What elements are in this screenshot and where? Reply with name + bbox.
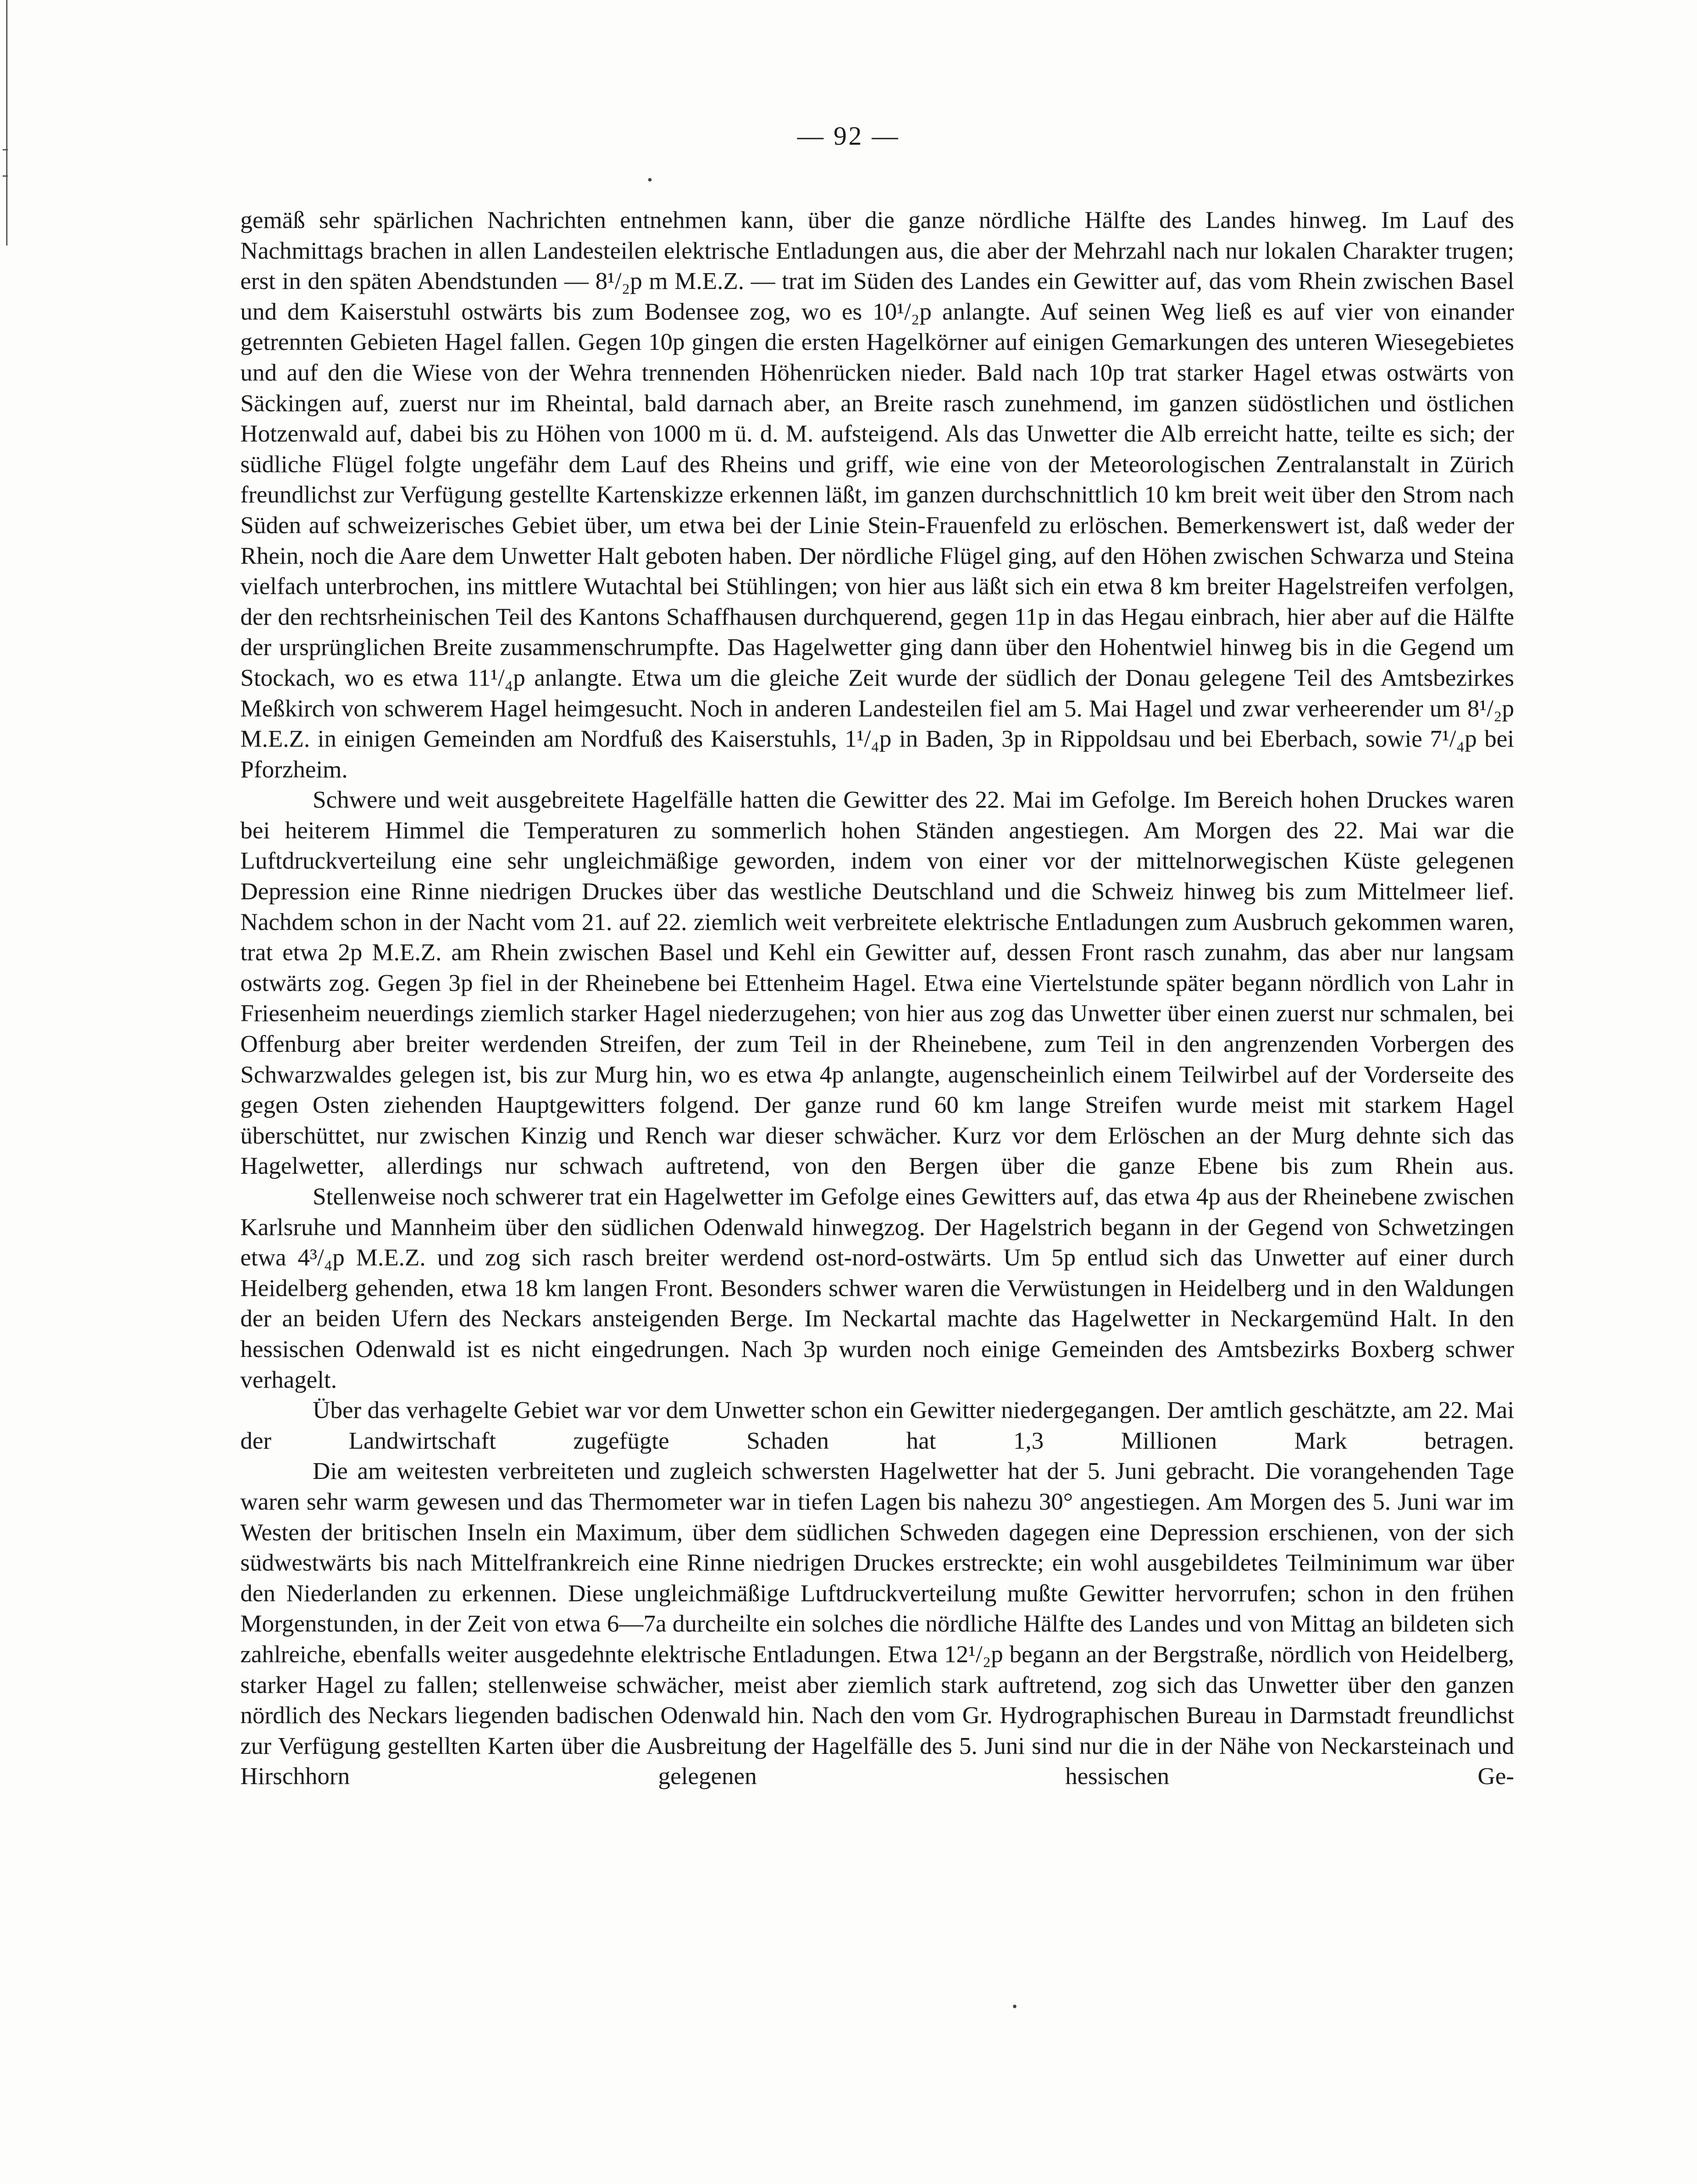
paragraph: Über das verhagelte Gebiet war vor dem Unwetter schon ein Gewitter niedergegangen. Der amtlich geschätzte, am 22. Mai der Landwirtschaft zugefügte Schaden hat 1,3 Millionen Mark betragen.	[240, 1397, 1514, 1454]
paragraph: Schwere und weit ausgebreitete Hagelfälle hatten die Gewitter des 22. Mai im Gefolge. Im Bereich hohen Druckes waren bei heiterem Himmel die Temperaturen zu sommerlich hohen Ständen angestiegen. Am Morgen des 22. Mai war die Luftdruckverteilung eine sehr ungleichmäßige geworden, indem von einer vor der mittelnorwegischen Küste gelegenen Depression eine Rinne niedrigen Druckes über das westliche Deutschland und die Schweiz hinweg bis zum Mittelmeer lief. Nachdem schon in der Nacht vom 21. auf 22. ziemlich weit verbreitete elektrische Entladungen zum Ausbruch gekommen waren, trat etwa 2p M.E.Z. am Rhein zwischen Basel und Kehl ein Gewitter auf, dessen Front rasch zunahm, das aber nur langsam ostwärts zog. Gegen 3p fiel in der Rheinebene bei Ettenheim Hagel. Etwa eine Viertelstunde später begann nördlich von Lahr in Friesenheim neuerdings ziemlich starker Hagel niederzugehen; von hier aus zog das Unwetter über einen zuerst nur schmalen, bei Offenburg aber breiter werdenden Streifen, der zum Teil in der Rheinebene, zum Teil in den angrenzenden Vorbergen des Schwarzwaldes gelegen ist, bis zur Murg hin, wo es etwa 4p anlangte, augenscheinlich einem Teilwirbel auf der Vorderseite des gegen Osten ziehenden Hauptgewitters folgend. Der ganze rund 60 km lange Streifen wurde meist mit starkem Hagel überschüttet, nur zwischen Kinzig und Rench war dieser schwächer. Kurz vor dem Erlöschen an der Murg dehnte sich das Hagelwetter, allerdings nur schwach auftretend, von den Bergen über die ganze Ebene bis zum Rhein aus.	[240, 787, 1514, 1180]
ink-speck	[648, 178, 652, 182]
ink-speck	[1013, 2005, 1016, 2008]
paragraph: Die am weitesten verbreiteten und zugleich schwersten Hagelwetter hat der 5. Juni gebracht. Die vorangehenden Tage waren sehr warm gewesen und das Thermometer war in tiefen Lagen bis nahezu 30° angestiegen. Am Morgen des 5. Juni war im Westen der britischen Inseln ein Maximum, über dem südlichen Schweden dagegen eine Depression erschienen, von der sich südwestwärts bis nach Mittelfrankreich eine Rinne niedrigen Druckes erstreckte; ein wohl ausgebildetes Teilminimum war über den Niederlanden zu erkennen. Diese ungleichmäßige Luftdruckverteilung mußte Gewitter hervorrufen; schon in den frühen Morgenstunden, in der Zeit von etwa 6—7a durcheilte ein solches die nördliche Hälfte des Landes und von Mittag an bildeten sich zahlreiche, ebenfalls weiter ausgedehnte elektrische Entladungen. Etwa 12¹/₂p begann an der Bergstraße, nördlich von Heidelberg, starker Hagel zu fallen; stellenweise schwächer, meist aber ziemlich stark auftretend, zog sich das Unwetter über den ganzen nördlich des Neckars liegenden badischen Odenwald hin. Nach den vom Gr. Hydrographischen Bureau in Darmstadt freundlichst zur Verfügung gestellten Karten über die Ausbreitung der Hagelfälle des 5. Juni sind nur die in der Nähe von Neckarsteinach und Hirschhorn gelegenen hessischen Ge-	[240, 1458, 1514, 1790]
body-text	[240, 205, 1514, 1792]
paragraph: gemäß sehr spärlichen Nachrichten entnehmen kann, über die ganze nördliche Hälfte des Landes hinweg. Im Lauf des Nachmittags brachen in allen Landesteilen elektrische Entladungen aus, die aber der Mehrzahl nach nur lokalen Charakter trugen; erst in den späten Abendstunden — 8¹/₂p m M.E.Z. — trat im Süden des Landes ein Gewitter auf, das vom Rhein zwischen Basel und dem Kaiserstuhl ostwärts bis zum Bodensee zog, wo es 10¹/₂p anlangte. Auf seinen Weg ließ es auf vier von einander getrennten Gebieten Hagel fallen. Gegen 10p gingen die ersten Hagelkörner auf einigen Gemarkungen des unteren Wiesegebietes und auf den die Wiese von der Wehra trennenden Höhenrücken nieder. Bald nach 10p trat starker Hagel etwas ostwärts von Säckingen auf, zuerst nur im Rheintal, bald darnach aber, an Breite rasch zunehmend, im ganzen südöstlichen und östlichen Hotzenwald auf, dabei bis zu Höhen von 1000 m ü. d. M. aufsteigend. Als das Unwetter die Alb erreicht hatte, teilte es sich; der südliche Flügel folgte ungefähr dem Lauf des Rheins und griff, wie eine von der Meteorologischen Zentralanstalt in Zürich freundlichst zur Verfügung gestellte Kartenskizze erkennen läßt, im ganzen durchschnittlich 10 km breit weit über den Strom nach Süden auf schweizerisches Gebiet über, um etwa bei der Linie Stein-Frauenfeld zu erlöschen. Bemerkenswert ist, daß weder der Rhein, noch die Aare dem Unwetter Halt geboten haben. Der nördliche Flügel ging, auf den Höhen zwischen Schwarza und Steina vielfach unterbrochen, ins mittlere Wutachtal bei Stühlingen; von hier aus läßt sich ein etwa 8 km breiter Hagelstreifen verfolgen, der den rechtsrheinischen Teil des Kantons Schaffhausen durchquerend, gegen 11p in das Hegau einbrach, hier aber auf die Hälfte der ursprünglichen Breite zusammenschrumpfte. Das Hagelwetter ging dann über den Hohentwiel hinweg bis in die Gegend um Stockach, wo es etwa 11¹/₄p anlangte. Etwa um die gleiche Zeit wurde der südlich der Donau gelegene Teil des Amtsbezirkes Meßkirch von schwerem Hagel heimgesucht. Noch in anderen Landesteilen fiel am 5. Mai Hagel und zwar verheerender um 8¹/₂p M.E.Z. in einigen Gemeinden am Nordfuß des Kaiserstuhls, 1¹/₄p in Baden, 3p in Rippoldsau und bei Eberbach, sowie 7¹/₄p bei Pforzheim.	[240, 207, 1514, 783]
page-number: — 92 —	[797, 121, 900, 150]
scan-edge-tick	[3, 175, 8, 177]
paragraph: Stellenweise noch schwerer trat ein Hagelwetter im Gefolge eines Gewitters auf, das etwa 4p aus der Rheinebene zwischen Karlsruhe und Mannheim über den südlichen Odenwald hinwegzog. Der Hagelstrich begann in der Gegend von Schwetzingen etwa 4³/₄p M.E.Z. und zog sich rasch breiter werdend ost-nord-ostwärts. Um 5p entlud sich das Unwetter auf einer durch Heidelberg gehenden, etwa 18 km langen Front. Besonders schwer waren die Verwüstungen in Heidelberg und in den Waldungen der an beiden Ufern des Neckars ansteigenden Berge. Im Neckartal machte das Hagelwetter in Neckargemünd Halt. In den hessischen Odenwald ist es nicht eingedrungen. Nach 3p wurden noch einige Gemeinden des Amtsbezirks Boxberg schwer verhagelt.	[240, 1183, 1514, 1393]
